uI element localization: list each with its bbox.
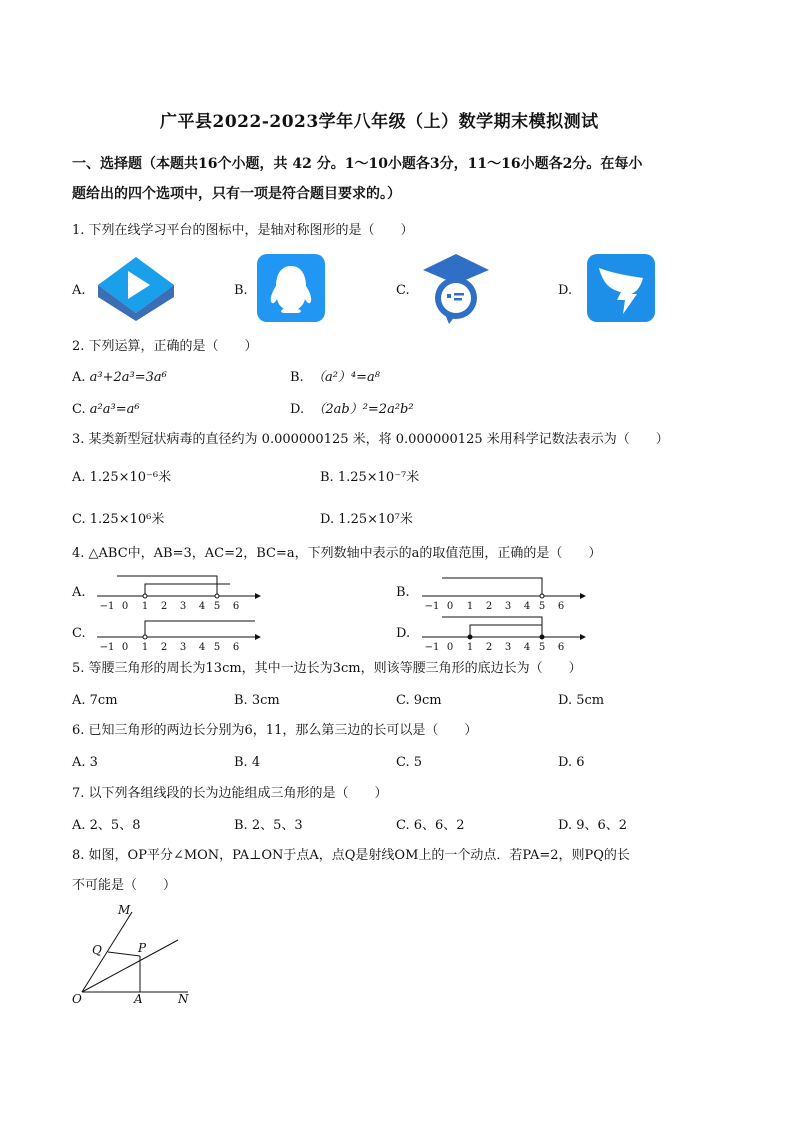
q2-option-d: D. （2ab）²=2a²b² (290, 402, 414, 417)
q2-option-b: B. （a²）⁴=a⁸ (290, 370, 380, 385)
q2-option-a: A. a³+2a³=3a⁶ (72, 370, 167, 385)
graduation-cap-chat-icon (421, 252, 491, 326)
q5-stem: 5. 等腰三角形的周长为13cm，其中一边长为3cm，则该等腰三角形的底边长为（ ） (72, 661, 582, 676)
q1-label-d: D. (558, 283, 573, 298)
q6-option-d: D. 6 (558, 755, 585, 770)
tick-label: 4 (198, 601, 206, 612)
q3-option-c: C. 1.25×10⁶米 (72, 512, 165, 527)
q7-option-c: C. 6、6、2 (396, 818, 465, 833)
label-p: P (138, 941, 147, 955)
tick-label: 2 (485, 642, 493, 653)
tick-label: 3 (179, 642, 187, 653)
q4-label-c: C. (72, 626, 86, 641)
tick-label: 1 (141, 601, 149, 612)
label-m: M (118, 903, 131, 917)
q4-label-b: B. (396, 585, 410, 600)
label-a: A (134, 992, 143, 1006)
tick-label: 2 (160, 601, 168, 612)
q2-stem: 2. 下列运算，正确的是（ ） (72, 339, 258, 354)
q1-label-b: B. (234, 283, 248, 298)
q5-option-b: B. 3cm (234, 693, 280, 708)
q4-label-d: D. (396, 626, 411, 641)
q7-stem: 7. 以下列各组线段的长为边能组成三角形的是（ ） (72, 786, 388, 801)
q6-option-a: A. 3 (72, 755, 98, 770)
tick-label: 1 (141, 642, 149, 653)
q3-stem: 3. 某类新型冠状病毒的直径约为 0.000000125 米，将 0.000000125 米用科学记数法表示为（ ） (72, 432, 669, 447)
play-logo-icon (96, 255, 176, 323)
q1-stem: 1. 下列在线学习平台的图标中，是轴对称图形的是（ ） (72, 223, 414, 238)
label-o: O (72, 992, 82, 1006)
q1-label-c: C. (396, 283, 410, 298)
q8-stem-line1: 8. 如图，OP平分∠MON，PA⊥ON于点A，点Q是射线OM上的一个动点．若PA=2，则PQ的长 (72, 848, 630, 863)
q7-option-d: D. 9、6、2 (558, 818, 628, 833)
q5-option-d: D. 5cm (558, 693, 605, 708)
tick-label: 4 (523, 601, 531, 612)
tick-label: 3 (504, 601, 512, 612)
tick-label: 1 (466, 642, 474, 653)
q3-option-b: B. 1.25×10⁻⁷米 (320, 470, 420, 485)
geometry-figure (68, 898, 198, 1010)
q2-option-c: C. a²a³=a⁶ (72, 402, 140, 417)
tick-label: 5 (213, 642, 221, 653)
tick-label: 3 (504, 642, 512, 653)
section-heading-line1: 一、选择题（本题共16个小题，共 42 分。1～10小题各3分，11～16小题各2分。在每小 (72, 156, 643, 172)
q6-option-b: B. 4 (234, 755, 261, 770)
section-heading-line2: 题给出的四个选项中，只有一项是符合题目要求的。） (72, 186, 401, 202)
number-line-d (420, 613, 590, 653)
tick-label: 6 (557, 642, 565, 653)
q5-option-a: A. 7cm (72, 693, 118, 708)
q1-label-a: A. (72, 283, 86, 298)
q3-option-d: D. 1.25×10⁷米 (320, 512, 413, 527)
tick-label: 5 (538, 601, 546, 612)
tick-label: −1 (424, 601, 440, 612)
tick-label: 2 (160, 642, 168, 653)
tick-label: 0 (446, 642, 454, 653)
tick-label: 0 (121, 642, 129, 653)
tick-label: 5 (213, 601, 221, 612)
penguin-logo-icon (257, 254, 325, 322)
q7-option-a: A. 2、5、8 (72, 818, 141, 833)
q8-stem-line2: 不可能是（ ） (72, 878, 177, 893)
page-title: 广平县2022-2023学年八年级（上）数学期末模拟测试 (160, 112, 599, 132)
number-line-b (420, 572, 590, 612)
number-line-a (95, 572, 265, 612)
q7-option-b: B. 2、5、3 (234, 818, 303, 833)
q6-stem: 6. 已知三角形的两边长分别为6，11，那么第三边的长可以是（ ） (72, 723, 478, 738)
dingtalk-wing-icon (587, 254, 655, 322)
q4-stem: 4. △ABC中，AB=3，AC=2，BC=a，下列数轴中表示的a的取值范围，正确的是（ ） (72, 546, 602, 561)
q3-option-a: A. 1.25×10⁻⁶米 (72, 470, 172, 485)
tick-label: 6 (232, 601, 240, 612)
tick-label: −1 (424, 642, 440, 653)
tick-label: 4 (523, 642, 531, 653)
q6-option-c: C. 5 (396, 755, 423, 770)
q4-label-a: A. (72, 585, 86, 600)
tick-label: −1 (99, 601, 115, 612)
q5-option-c: C. 9cm (396, 693, 442, 708)
tick-label: 6 (232, 642, 240, 653)
tick-label: 3 (179, 601, 187, 612)
tick-label: 4 (198, 642, 206, 653)
label-n: N (178, 992, 189, 1006)
tick-label: 0 (121, 601, 129, 612)
tick-label: 5 (538, 642, 546, 653)
tick-label: 0 (446, 601, 454, 612)
tick-label: −1 (99, 642, 115, 653)
tick-label: 1 (466, 601, 474, 612)
number-line-c (95, 613, 265, 653)
tick-label: 6 (557, 601, 565, 612)
tick-label: 2 (485, 601, 493, 612)
label-q: Q (92, 943, 102, 957)
